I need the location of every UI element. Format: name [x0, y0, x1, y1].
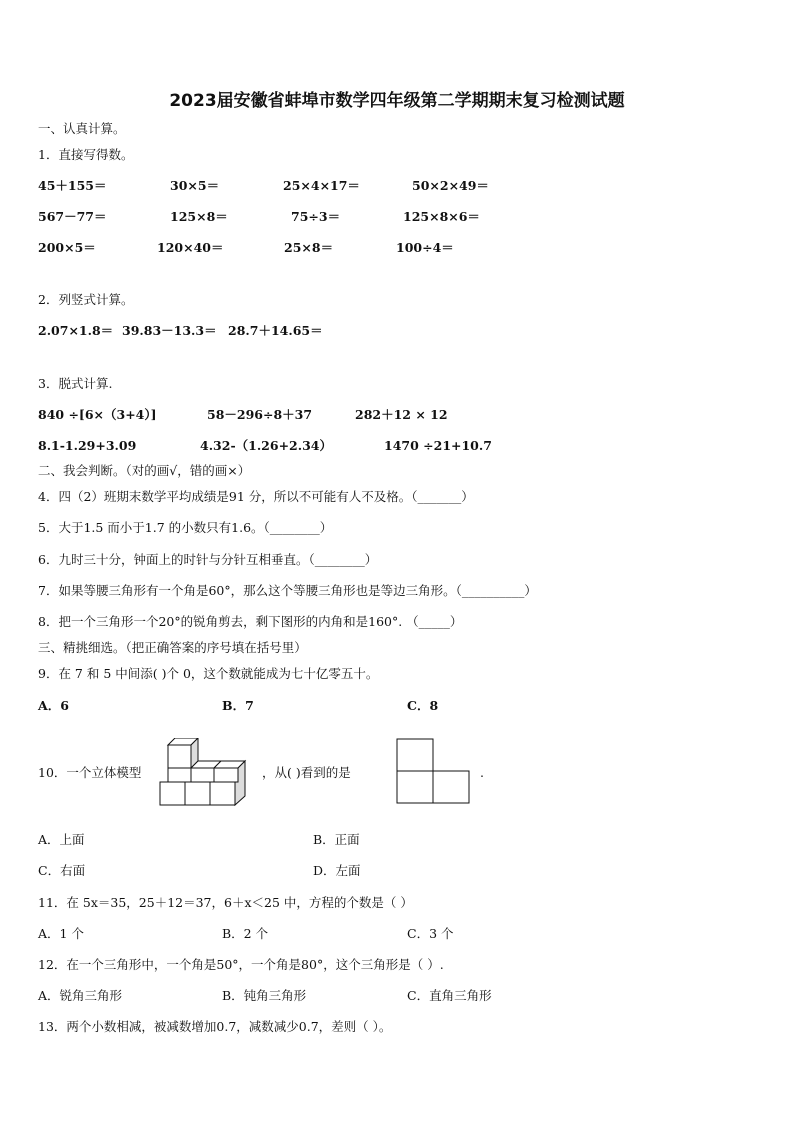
q1-r3-c1: 200×5＝ [38, 240, 96, 255]
q12-option-c: C．直角三角形 [407, 988, 492, 1003]
q3-r2-c2: 4.32-（1.26+2.34） [200, 438, 332, 453]
q10-option-b: B．正面 [313, 832, 360, 847]
judge-q7: 7．如果等腰三角形有一个角是60°，那么这个等腰三角形也是等边三角形。（__________） [38, 583, 537, 598]
q9-option-b: B．7 [222, 698, 254, 713]
q13-stem: 13．两个小数相减，被减数增加0.7，减数减少0.7，差则（ ）。 [38, 1019, 392, 1034]
judge-q4: 4．四（2）班期末数学平均成绩是91 分，所以不可能有人不及格。（_______） [38, 489, 474, 504]
q10-stem-part-1: 10．一个立体模型 [38, 765, 142, 780]
q1-r2-c4: 125×8×6＝ [403, 209, 480, 224]
q3-r1-c2: 58－296÷8＋37 [207, 407, 313, 422]
judge-q5: 5．大于1.5 而小于1.7 的小数只有1.6。（________） [38, 520, 333, 535]
q10-option-d: D．左面 [313, 863, 361, 878]
q1-r1-c3: 25×4×17＝ [283, 178, 360, 193]
q1-r2-c2: 125×8＝ [170, 209, 228, 224]
q1-r2-c3: 75÷3＝ [291, 209, 341, 224]
q10-option-a: A．上面 [38, 832, 85, 847]
q1-r3-c4: 100÷4＝ [396, 240, 454, 255]
q1-r3-c2: 120×40＝ [157, 240, 224, 255]
cube-model-figure [158, 738, 250, 808]
q2-item-2: 39.83－13.3＝ [122, 323, 217, 338]
q2-label: 2．列竖式计算。 [38, 292, 134, 307]
q3-r1-c1: 840 ÷[6×（3+4）] [38, 407, 157, 422]
section-3-heading: 三、精挑细选。（把正确答案的序号填在括号里） [38, 640, 307, 655]
q12-stem: 12．在一个三角形中，一个角是50°，一个角是80°，这个三角形是（ ）. [38, 957, 444, 972]
page-title: 2023届安徽省蚌埠市数学四年级第二学期期末复习检测试题 [169, 91, 625, 111]
q1-r3-c3: 25×8＝ [284, 240, 334, 255]
q3-r2-c3: 1470 ÷21+10.7 [384, 438, 492, 453]
q3-label: 3．脱式计算. [38, 376, 113, 391]
judge-q8: 8．把一个三角形一个20°的锐角剪去，剩下图形的内角和是160°. （_____） [38, 614, 463, 629]
q2-item-1: 2.07×1.8＝ [38, 323, 114, 338]
q11-option-b: B．2 个 [222, 926, 269, 941]
q9-option-c: C．8 [407, 698, 439, 713]
q1-r1-c1: 45＋155＝ [38, 178, 107, 193]
q11-option-c: C．3 个 [407, 926, 454, 941]
q11-option-a: A．1 个 [38, 926, 84, 941]
section-1-heading: 一、认真计算。 [38, 121, 126, 136]
q3-r2-c1: 8.1-1.29+3.09 [38, 438, 137, 453]
judge-q6: 6．九时三十分，钟面上的时针与分针互相垂直。（________） [38, 552, 378, 567]
view-grid-figure [396, 738, 470, 804]
q10-option-c: C．右面 [38, 863, 86, 878]
q10-stem-part-3: . [480, 765, 484, 780]
q1-r1-c2: 30×5＝ [170, 178, 220, 193]
q3-r1-c3: 282＋12 × 12 [355, 407, 448, 422]
q1-label: 1．直接写得数。 [38, 147, 134, 162]
q1-r2-c1: 567－77＝ [38, 209, 107, 224]
section-2-heading: 二、我会判断。（对的画√，错的画×） [38, 463, 251, 478]
q12-option-a: A．锐角三角形 [38, 988, 123, 1003]
q9-option-a: A．6 [38, 698, 69, 713]
q9-stem: 9．在 7 和 5 中间添( )个 0，这个数就能成为七十亿零五十。 [38, 666, 379, 681]
q10-stem-part-2: ，从( )看到的是 [262, 765, 351, 780]
q12-option-b: B．钝角三角形 [222, 988, 307, 1003]
q11-stem: 11．在 5x＝35，25＋12＝37，6＋x＜25 中，方程的个数是（ ） [38, 895, 413, 910]
q2-item-3: 28.7＋14.65＝ [228, 323, 323, 338]
q1-r1-c4: 50×2×49＝ [412, 178, 489, 193]
